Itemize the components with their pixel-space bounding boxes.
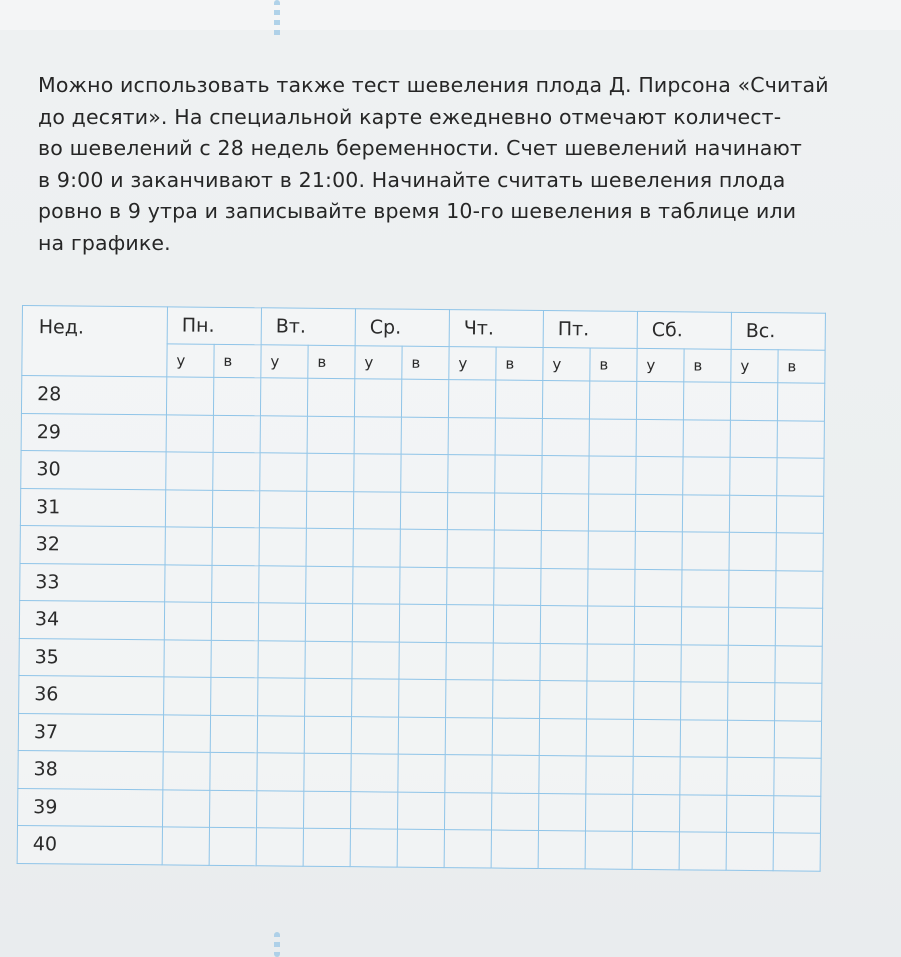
entry-cell[interactable] [445, 717, 492, 755]
entry-cell[interactable] [542, 418, 589, 456]
entry-cell[interactable] [303, 791, 350, 829]
entry-cell[interactable] [258, 640, 305, 678]
entry-cell[interactable] [352, 679, 399, 717]
week-number-cell: 38 [18, 750, 163, 789]
morning-sub-header: у [731, 349, 778, 382]
paragraph-line: ровно в 9 утра и записывайте время 10-го шевеления в таблице или [38, 199, 797, 223]
entry-cell[interactable] [728, 607, 775, 645]
entry-cell[interactable] [542, 381, 589, 419]
entry-cell[interactable] [258, 603, 305, 641]
entry-cell[interactable] [726, 795, 773, 833]
intro-paragraph [38, 70, 843, 259]
paragraph-line: в 9:00 и заканчивают в 21:00. Начинайте считать шевеления плода [38, 167, 786, 192]
entry-cell[interactable] [166, 377, 213, 415]
entry-cell[interactable] [164, 639, 211, 677]
week-number-cell: 32 [20, 525, 165, 564]
entry-cell[interactable] [491, 830, 538, 868]
entry-cell[interactable] [162, 827, 209, 865]
entry-cell[interactable] [493, 680, 540, 718]
entry-cell[interactable] [588, 531, 635, 569]
evening-sub-header: в [402, 346, 449, 379]
entry-cell[interactable] [494, 493, 541, 531]
entry-cell[interactable] [350, 791, 397, 829]
morning-sub-header: у [449, 347, 496, 380]
entry-cell[interactable] [213, 415, 260, 453]
evening-sub-header: в [496, 347, 543, 380]
entry-cell[interactable] [730, 382, 777, 420]
entry-cell[interactable] [540, 680, 587, 718]
entry-cell[interactable] [632, 794, 679, 832]
week-number-cell: 36 [19, 675, 164, 714]
bottom-dotted-marker [274, 932, 280, 957]
week-number-cell: 39 [18, 788, 163, 827]
week-number-cell: 34 [19, 600, 164, 639]
entry-cell[interactable] [587, 606, 634, 644]
entry-cell[interactable] [495, 418, 542, 456]
entry-cell[interactable] [354, 416, 401, 454]
entry-cell[interactable] [351, 716, 398, 754]
day-header: Вт. [261, 308, 355, 346]
entry-cell[interactable] [398, 754, 445, 792]
day-header: Вс. [731, 312, 825, 350]
entry-cell[interactable] [589, 418, 636, 456]
week-number-cell: 40 [17, 825, 162, 864]
entry-cell[interactable] [306, 528, 353, 566]
entry-cell[interactable] [679, 832, 726, 870]
entry-cell[interactable] [777, 458, 824, 496]
entry-cell[interactable] [257, 753, 304, 791]
entry-cell[interactable] [729, 532, 776, 570]
entry-cell[interactable] [350, 829, 397, 867]
entry-cell[interactable] [211, 677, 258, 715]
entry-cell[interactable] [636, 456, 683, 494]
entry-cell[interactable] [727, 757, 774, 795]
morning-sub-header: у [167, 344, 214, 377]
entry-cell[interactable] [212, 490, 259, 528]
entry-cell[interactable] [211, 640, 258, 678]
paragraph-line: на графике. [38, 230, 171, 255]
entry-cell[interactable] [398, 717, 445, 755]
entry-cell[interactable] [538, 793, 585, 831]
entry-cell[interactable] [636, 381, 683, 419]
entry-cell[interactable] [447, 530, 494, 568]
entry-cell[interactable] [354, 454, 401, 492]
week-number-cell: 33 [20, 563, 165, 602]
entry-cell[interactable] [541, 568, 588, 606]
entry-cell[interactable] [682, 494, 729, 532]
entry-cell[interactable] [446, 605, 493, 643]
entry-cell[interactable] [491, 793, 538, 831]
entry-cell[interactable] [681, 682, 728, 720]
morning-sub-header: у [543, 348, 590, 381]
entry-cell[interactable] [632, 831, 679, 869]
entry-cell[interactable] [635, 531, 682, 569]
entry-cell[interactable] [495, 455, 542, 493]
entry-cell[interactable] [727, 720, 774, 758]
entry-cell[interactable] [493, 605, 540, 643]
entry-cell[interactable] [730, 420, 777, 458]
entry-cell[interactable] [397, 829, 444, 867]
entry-cell[interactable] [776, 495, 823, 533]
entry-cell[interactable] [401, 454, 448, 492]
entry-cell[interactable] [210, 752, 257, 790]
entry-cell[interactable] [726, 832, 773, 870]
evening-sub-header: в [590, 348, 637, 381]
entry-cell[interactable] [260, 378, 307, 416]
entry-cell[interactable] [256, 790, 303, 828]
entry-cell[interactable] [306, 566, 353, 604]
entry-cell[interactable] [307, 453, 354, 491]
entry-cell[interactable] [776, 533, 823, 571]
entry-cell[interactable] [773, 833, 820, 871]
entry-cell[interactable] [539, 718, 586, 756]
entry-cell[interactable] [683, 457, 730, 495]
entry-cell[interactable] [258, 678, 305, 716]
entry-cell[interactable] [447, 492, 494, 530]
week-row [17, 825, 820, 870]
entry-cell[interactable] [305, 678, 352, 716]
entry-cell[interactable] [353, 529, 400, 567]
evening-sub-header: в [214, 344, 261, 377]
entry-cell[interactable] [680, 757, 727, 795]
week-number-cell: 35 [19, 638, 164, 677]
entry-cell[interactable] [397, 792, 444, 830]
week-number-cell: 30 [21, 450, 166, 489]
entry-cell[interactable] [729, 570, 776, 608]
entry-cell[interactable] [777, 383, 824, 421]
entry-cell[interactable] [213, 377, 260, 415]
entry-cell[interactable] [587, 643, 634, 681]
entry-cell[interactable] [211, 602, 258, 640]
entry-cell[interactable] [495, 380, 542, 418]
entry-cell[interactable] [773, 795, 820, 833]
entry-cell[interactable] [730, 457, 777, 495]
entry-cell[interactable] [260, 415, 307, 453]
entry-cell[interactable] [633, 756, 680, 794]
entry-cell[interactable] [212, 527, 259, 565]
entry-cell[interactable] [163, 714, 210, 752]
entry-cell[interactable] [728, 682, 775, 720]
entry-cell[interactable] [165, 489, 212, 527]
entry-cell[interactable] [163, 752, 210, 790]
entry-cell[interactable] [400, 567, 447, 605]
kick-count-table [17, 305, 826, 871]
entry-cell[interactable] [353, 491, 400, 529]
week-number-cell: 37 [18, 713, 163, 752]
entry-cell[interactable] [213, 452, 260, 490]
entry-cell[interactable] [212, 565, 259, 603]
entry-cell[interactable] [540, 643, 587, 681]
entry-cell[interactable] [210, 715, 257, 753]
entry-cell[interactable] [446, 642, 493, 680]
entry-cell[interactable] [307, 416, 354, 454]
entry-cell[interactable] [304, 716, 351, 754]
entry-cell[interactable] [635, 569, 682, 607]
entry-cell[interactable] [538, 830, 585, 868]
entry-cell[interactable] [541, 530, 588, 568]
entry-cell[interactable] [400, 529, 447, 567]
entry-cell[interactable] [635, 494, 682, 532]
entry-cell[interactable] [589, 456, 636, 494]
entry-cell[interactable] [305, 641, 352, 679]
entry-cell[interactable] [401, 417, 448, 455]
entry-cell[interactable] [633, 719, 680, 757]
entry-cell[interactable] [399, 679, 446, 717]
entry-cell[interactable] [306, 491, 353, 529]
entry-cell[interactable] [259, 528, 306, 566]
entry-cell[interactable] [777, 420, 824, 458]
entry-cell[interactable] [682, 569, 729, 607]
day-header: Сб. [637, 311, 731, 349]
entry-cell[interactable] [774, 758, 821, 796]
entry-cell[interactable] [448, 417, 495, 455]
entry-cell[interactable] [494, 530, 541, 568]
week-number-cell: 31 [20, 488, 165, 527]
entry-cell[interactable] [493, 643, 540, 681]
entry-cell[interactable] [444, 792, 491, 830]
entry-cell[interactable] [775, 683, 822, 721]
morning-sub-header: у [261, 345, 308, 378]
entry-cell[interactable] [539, 755, 586, 793]
entry-cell[interactable] [634, 681, 681, 719]
entry-cell[interactable] [165, 527, 212, 565]
entry-cell[interactable] [305, 603, 352, 641]
entry-cell[interactable] [636, 419, 683, 457]
entry-cell[interactable] [542, 455, 589, 493]
entry-cell[interactable] [351, 754, 398, 792]
entry-cell[interactable] [775, 645, 822, 683]
entry-cell[interactable] [682, 532, 729, 570]
entry-cell[interactable] [681, 607, 728, 645]
paragraph-line: Можно использовать также тест шевеления плода Д. Пирсона «Считай [38, 73, 829, 97]
entry-cell[interactable] [588, 493, 635, 531]
entry-cell[interactable] [164, 602, 211, 640]
entry-cell[interactable] [634, 644, 681, 682]
entry-cell[interactable] [492, 755, 539, 793]
entry-cell[interactable] [728, 645, 775, 683]
entry-cell[interactable] [776, 570, 823, 608]
entry-cell[interactable] [634, 606, 681, 644]
entry-cell[interactable] [354, 379, 401, 417]
entry-cell[interactable] [680, 719, 727, 757]
week-column-header: Нед. [22, 306, 168, 377]
entry-cell[interactable] [683, 382, 730, 420]
entry-cell[interactable] [444, 830, 491, 868]
entry-cell[interactable] [259, 490, 306, 528]
entry-cell[interactable] [303, 828, 350, 866]
entry-cell[interactable] [588, 568, 635, 606]
entry-cell[interactable] [166, 452, 213, 490]
entry-cell[interactable] [448, 380, 495, 418]
entry-cell[interactable] [585, 793, 632, 831]
day-header: Пт. [543, 311, 637, 349]
entry-cell[interactable] [541, 493, 588, 531]
entry-cell[interactable] [540, 605, 587, 643]
entry-cell[interactable] [679, 794, 726, 832]
entry-cell[interactable] [681, 644, 728, 682]
day-header: Ср. [355, 309, 449, 347]
entry-cell[interactable] [401, 379, 448, 417]
entry-cell[interactable] [586, 718, 633, 756]
evening-sub-header: в [308, 345, 355, 378]
entry-cell[interactable] [209, 827, 256, 865]
entry-cell[interactable] [307, 378, 354, 416]
entry-cell[interactable] [399, 604, 446, 642]
entry-cell[interactable] [683, 419, 730, 457]
entry-cell[interactable] [352, 604, 399, 642]
day-header-row [22, 306, 825, 351]
entry-cell[interactable] [445, 755, 492, 793]
entry-cell[interactable] [164, 677, 211, 715]
day-header: Пн. [167, 307, 261, 345]
morning-sub-header: у [355, 346, 402, 379]
week-number-cell: 28 [21, 376, 166, 415]
entry-cell[interactable] [494, 568, 541, 606]
day-header: Чт. [449, 310, 543, 348]
morning-sub-header: у [637, 348, 684, 381]
entry-cell[interactable] [399, 642, 446, 680]
entry-cell[interactable] [304, 753, 351, 791]
entry-cell[interactable] [587, 681, 634, 719]
entry-cell[interactable] [586, 756, 633, 794]
evening-sub-header: в [778, 350, 825, 383]
entry-cell[interactable] [400, 492, 447, 530]
entry-cell[interactable] [166, 414, 213, 452]
paragraph-line: во шевелений с 28 недель беременности. Счет шевелений начинают [38, 136, 802, 160]
entry-cell[interactable] [259, 565, 306, 603]
entry-cell[interactable] [447, 567, 494, 605]
entry-cell[interactable] [256, 828, 303, 866]
entry-cell[interactable] [589, 381, 636, 419]
entry-cell[interactable] [774, 720, 821, 758]
entry-cell[interactable] [446, 680, 493, 718]
entry-cell[interactable] [257, 715, 304, 753]
entry-cell[interactable] [729, 495, 776, 533]
entry-cell[interactable] [775, 608, 822, 646]
entry-cell[interactable] [492, 718, 539, 756]
top-dotted-marker [274, 0, 280, 40]
entry-cell[interactable] [352, 641, 399, 679]
entry-cell[interactable] [260, 453, 307, 491]
paragraph-line: до десяти». На специальной карте ежедневно отмечают количест- [38, 104, 782, 129]
entry-cell[interactable] [448, 455, 495, 493]
week-number-cell: 29 [21, 413, 166, 452]
entry-cell[interactable] [353, 566, 400, 604]
evening-sub-header: в [684, 349, 731, 382]
entry-cell[interactable] [162, 789, 209, 827]
entry-cell[interactable] [165, 564, 212, 602]
entry-cell[interactable] [585, 831, 632, 869]
entry-cell[interactable] [209, 790, 256, 828]
